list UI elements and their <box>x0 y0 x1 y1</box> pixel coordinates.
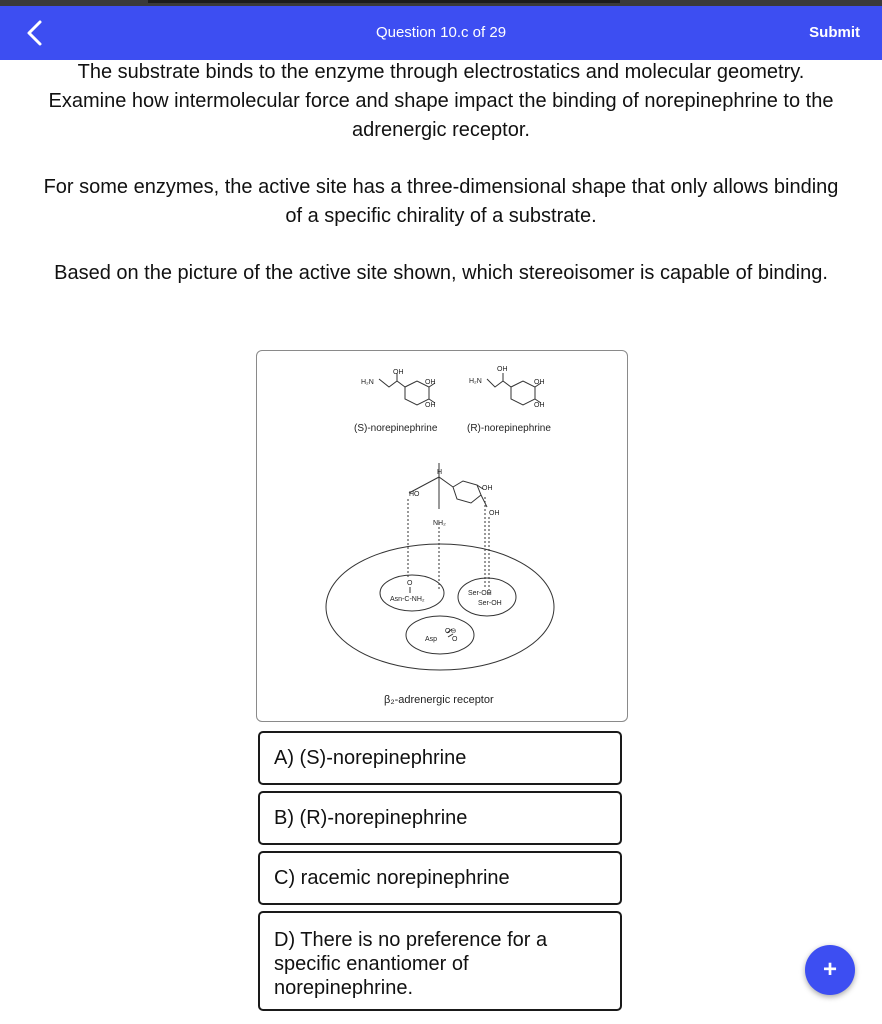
intro-text: The substrate binds to the enzyme through electrostatics and molecular geometry. Examine how intermolecular force and shape impact the binding of norepinephrine to the adrenergic receptor. <box>48 61 834 141</box>
option-b-label: B) (R)-norepinephrine <box>274 807 468 829</box>
r-norepinephrine-label: (R)-norepinephrine <box>467 423 551 434</box>
s-side-chain <box>379 379 405 387</box>
option-c[interactable] <box>258 851 622 905</box>
add-button[interactable]: + <box>805 945 855 995</box>
s-oh-label: OH <box>393 369 404 376</box>
nh2-label: NH₂ <box>433 520 446 527</box>
browser-tab-bar <box>148 0 620 3</box>
active-site-figure <box>256 350 628 722</box>
bound-oh-label: OH <box>482 485 493 492</box>
ser-oh-label-1: Ser-OH <box>468 590 492 597</box>
option-d[interactable] <box>258 911 622 1011</box>
asp-o-label: O <box>452 636 458 643</box>
context-text: For some enzymes, the active site has a three-dimensional shape that only allows binding of a specific chirality of a substrate. <box>43 176 839 227</box>
asp-o-minus-label: O⊖ <box>445 628 457 635</box>
option-b[interactable] <box>258 791 622 845</box>
option-c-label: C) racemic norepinephrine <box>274 867 510 889</box>
asp-label: Asp <box>425 636 438 643</box>
prompt-text: Based on the picture of the active site shown, which stereoisomer is capable of binding. <box>54 262 828 284</box>
s-h2n-label: H₂N <box>361 379 374 386</box>
r-oh-label: OH <box>497 366 508 373</box>
active-site-diagram <box>257 351 627 721</box>
carbonyl-o-label: O <box>407 580 413 587</box>
ser-site <box>458 578 516 616</box>
option-d-label: D) There is no preference for a specific enantiomer of norepinephrine. <box>274 929 548 999</box>
asp-site <box>406 616 474 654</box>
r-benzene-ring <box>511 381 535 405</box>
r-oh-ring-label: OH <box>534 379 545 386</box>
ho-label: HO <box>409 491 420 498</box>
option-a-label: A) (S)-norepinephrine <box>274 747 467 769</box>
submit-button[interactable]: Submit <box>809 24 860 41</box>
s-norepinephrine-label: (S)-norepinephrine <box>354 423 438 434</box>
ser-oh-label-2: Ser-OH <box>478 600 502 607</box>
s-oh-ring2-label: OH <box>425 402 436 409</box>
question-header <box>0 6 882 60</box>
r-h2n-label: H₂N <box>469 378 482 385</box>
r-oh-ring2-label: OH <box>534 402 545 409</box>
bound-oh2-label: OH <box>489 510 500 517</box>
receptor-label: β₂-adrenergic receptor <box>384 694 494 706</box>
receptor-ellipse <box>326 544 554 670</box>
bound-benzene-ring <box>453 481 481 503</box>
s-oh-ring-label: OH <box>425 379 436 386</box>
asn-label: Asn-C-NH₂ <box>390 596 425 603</box>
question-counter: Question 10.c of 29 <box>375 24 507 41</box>
r-side-chain <box>487 379 511 387</box>
option-a[interactable] <box>258 731 622 785</box>
h-label: H <box>437 469 443 476</box>
